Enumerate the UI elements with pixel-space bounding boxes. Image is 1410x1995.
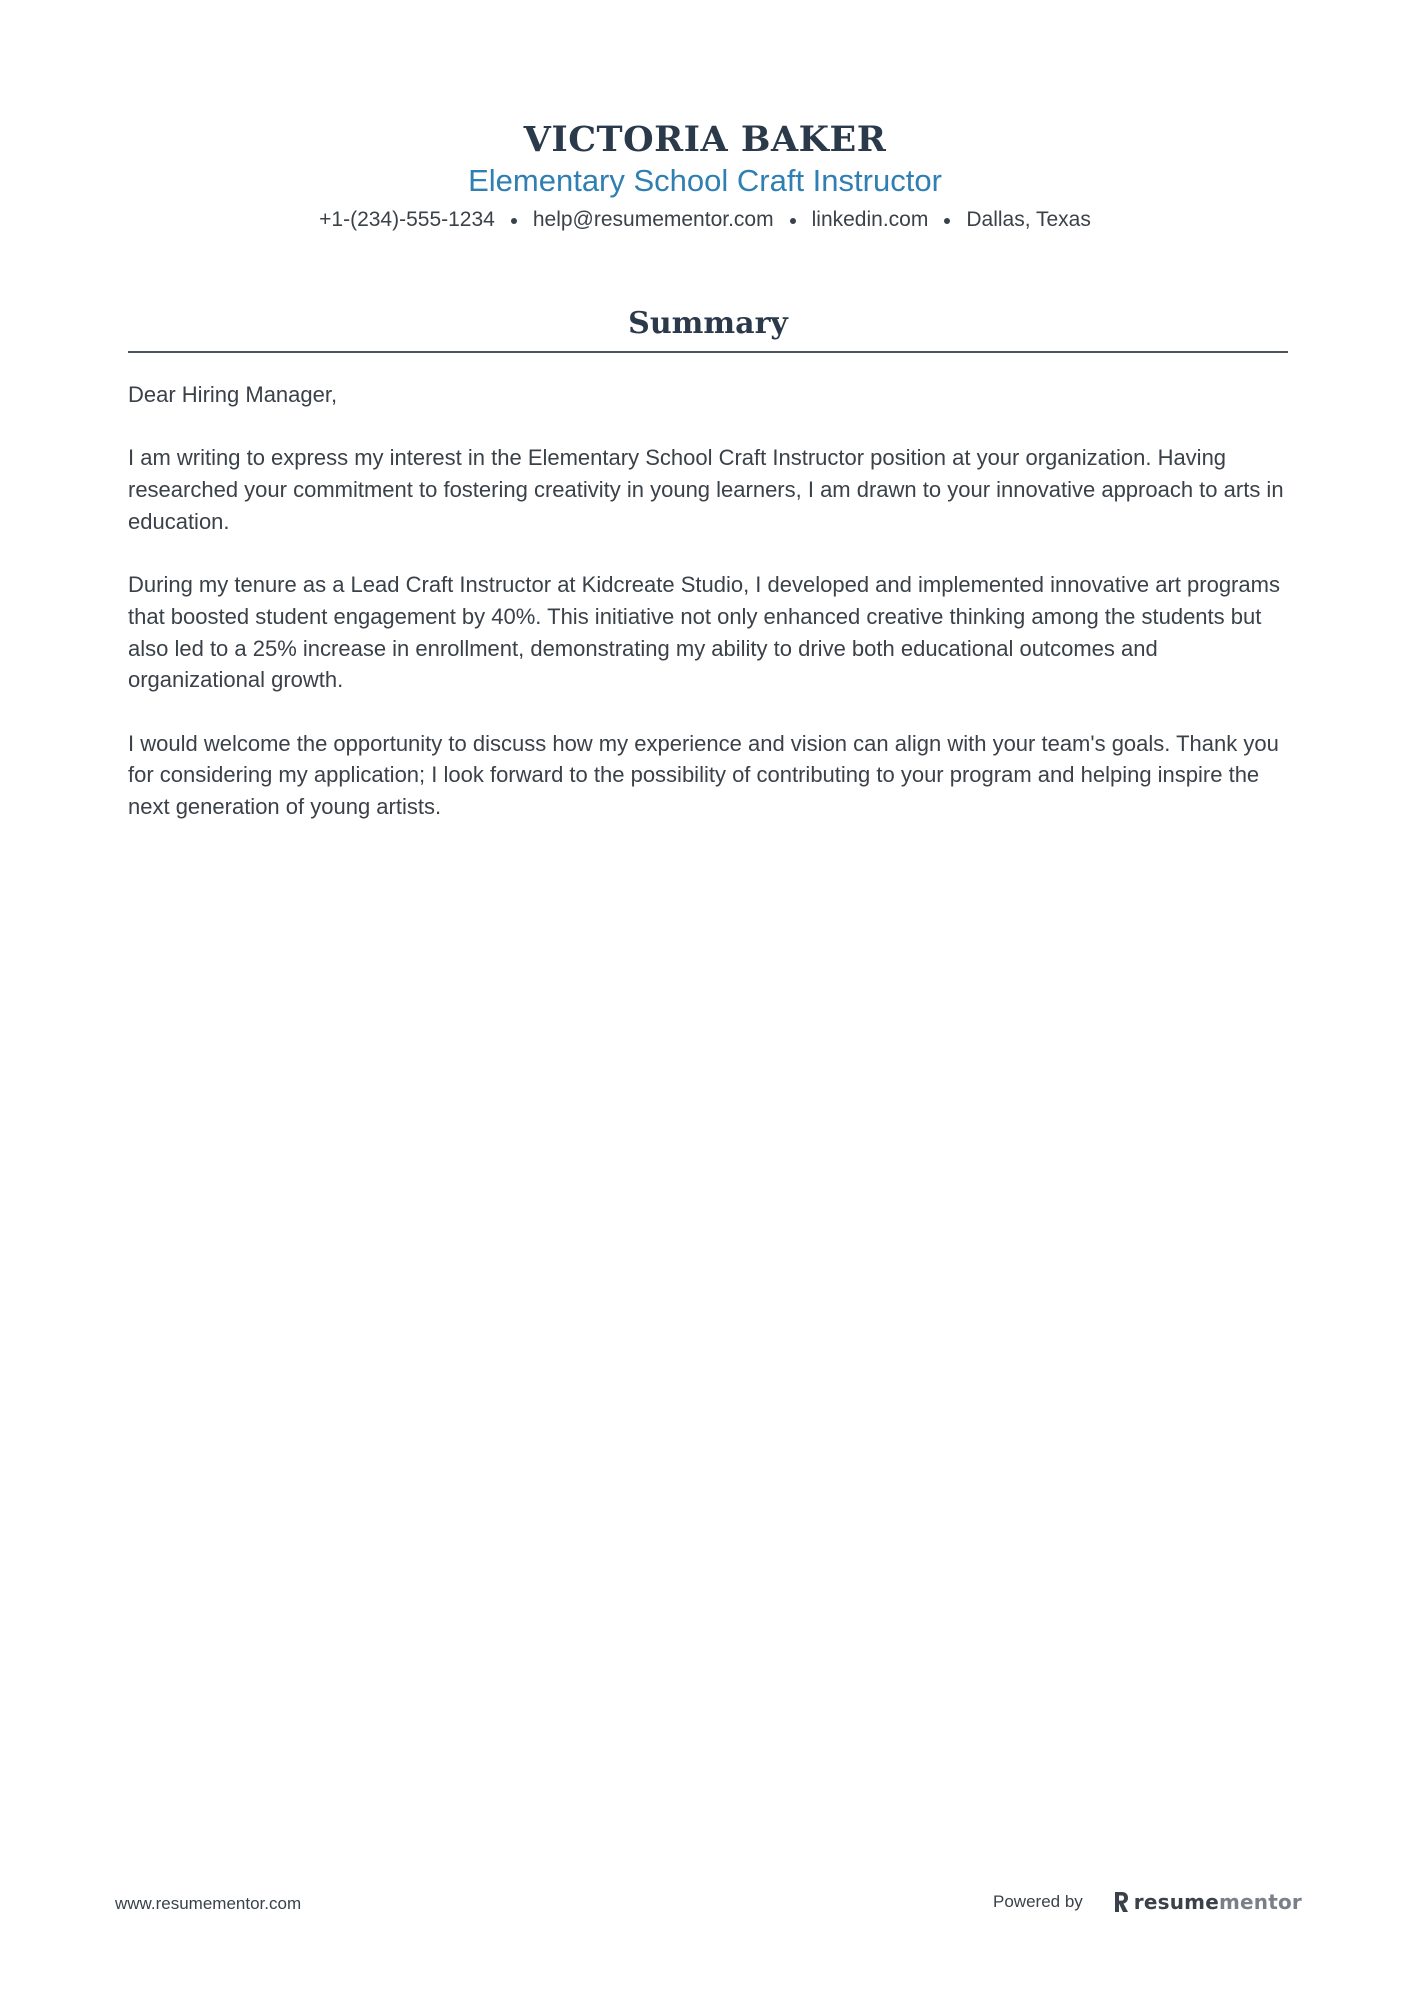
brand-text-secondary: mentor [1218,1890,1302,1914]
contact-email[interactable]: help@resumementor.com [532,208,774,231]
resumementor-logo[interactable] [1113,1890,1302,1914]
section-title-summary: Summary [628,306,788,341]
letter-paragraph: I would welcome the opportunity to discuss how my experience and vision can align with your team's goals. Thank you for considering my application; I look forward to the possibility of contributing to your program and helping inspire the next generation of young artists. [128,730,1279,820]
powered-by-label: Powered by [993,1892,1083,1911]
footer-powered-by [993,1887,1302,1917]
contact-linkedin[interactable]: linkedin.com [811,208,929,231]
candidate-job-title: Elementary School Craft Instructor [468,163,942,198]
section-divider [128,351,1288,353]
footer-website-link[interactable]: www.resumementor.com [115,1894,302,1913]
letter-greeting: Dear Hiring Manager, [128,382,338,407]
resumementor-logo-icon [1113,1891,1129,1913]
letter-header [0,118,1410,234]
bullet-separator [944,218,950,224]
brand-text-primary: resume [1133,1890,1219,1914]
letter-paragraph: During my tenure as a Lead Craft Instructor at Kidcreate Studio, I developed and implemented innovative art programs that boosted student engagement by 40%. This initiative not only enhanced creative thinking among the students but also led to a 25% increase in enrollment, demonstrating my ability to drive both educational outcomes and organizational growth. [128,572,1280,693]
letter-body [128,379,1288,854]
contact-location: Dallas, Texas [966,208,1091,231]
bullet-separator [511,218,517,224]
bullet-separator [790,218,796,224]
contact-phone: +1-(234)-555-1234 [319,208,495,231]
contact-line [0,206,1410,234]
letter-paragraph: I am writing to express my interest in the Elementary School Craft Instructor position at your organization. Having researched your commitment to fostering creativity in young learners, I am drawn to your innovative approach to arts in education. [128,445,1284,534]
candidate-name: VICTORIA BAKER [523,119,887,160]
